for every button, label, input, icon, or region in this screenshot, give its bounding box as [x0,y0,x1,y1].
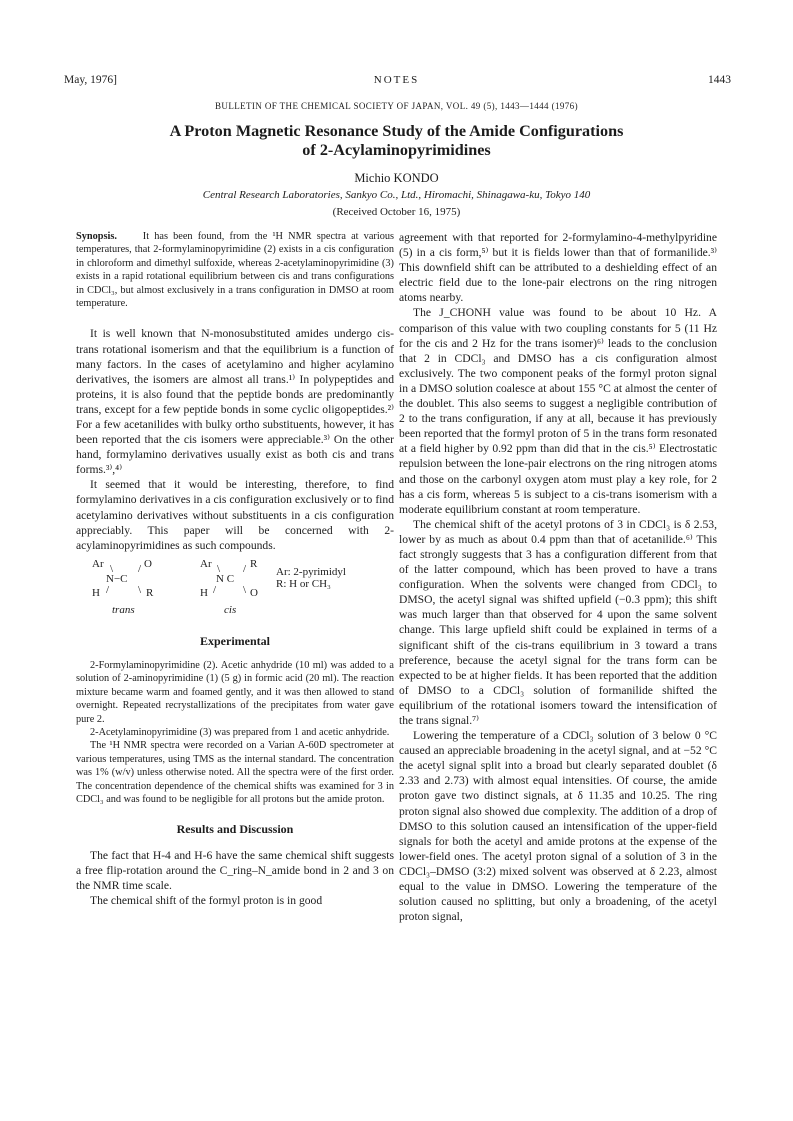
results-paragraph-2-start: The chemical shift of the formyl proton is in good [90,893,323,907]
results-heading: Results and Discussion [176,822,294,837]
trans-o: O [144,557,152,570]
synopsis-text: It has been found, from the ¹H NMR spectra at various temperatures, that 2-formylaminopyrimidine (2) exists in a cis configuration in chloroform and dimethyl sulfoxide, whereas 2-acetylaminopyrimidine (3) exists in a rapid rotational equilibrium between cis and trans configurations in CDCl₃, but almost exclusively in a trans configuration in DMSO at room temperature. [76,231,394,310]
trans-h: H [92,586,100,599]
right-paragraph-acetyl-shift: The chemical shift of the acetyl protons of 3 in CDCl₃ is δ 2.53, lower by as much as about 0.4 ppm than that of acetanilide.⁶⁾ This fact strongly suggests that 3 has a configuration different from that of the latter compound, which has been proved to have a trans configuration. When the solvents were changed from CDCl₃ to DMSO, the acetyl signal was shifted upfield (−0.3 ppm); this shift was much larger than that observed for 4 upon the same solvent change. This large upfield shift could be explained in terms of a significant shift of the cis-trans equilibrium in 3 toward a trans preference, because the acetyl signal for the trans form can be expected to be at higher fields. It has been reported that the addition of DMSO to a CDCl₃ solution of formanilide shifted the equilibrium of the rotational isomers toward the intensification of the trans signal.⁷⁾ [399,517,717,727]
experimental-paragraph-2: 2-Acetylaminopyrimidine (3) was prepared from 1 and acetic anhydride. [90,726,390,738]
experimental-paragraph-3: The ¹H NMR spectra were recorded on a Varian A-60D spectrometer at various temperatures, using TMS as the internal standard. The concentration was 1% (w/v) unless otherwise noted. All the spectra were of the first order. The concentration dependence of the chemical shifts was examined for 3 in CDCl₃ and was found to be negligible for all protons but the amide proton. [76,740,394,805]
article-title [0,122,793,160]
author-affiliation: Central Research Laboratories, Sankyo Co., Ltd., Hiromachi, Shinagawa-ku, Tokyo 140 [202,189,591,201]
synopsis-label: Synopsis. [76,231,117,242]
right-column [399,230,717,924]
right-paragraph-continued: agreement with that reported for 2-formylamino-4-methylpyridine (5) in a cis form,⁵⁾ but it is fields lower than that of formanilide.³⁾ This downfield shift can be attributed to a deshielding effect of an electric field due to the lone-pair electrons on the ring nitrogen atoms nearby. [399,231,717,305]
cis-ar: Ar [200,557,212,570]
cis-h: H [200,586,208,599]
trans-nc: N−C [106,572,128,585]
structure-legend-ar: Ar: 2-pyrimidyl [276,565,346,578]
experimental-paragraph-1: 2-Formylaminopyrimidine (2). Acetic anhydride (10 ml) was added to a solution of 2-aminopyrimidine (1) (5 g) in formic acid (20 ml). The reaction mixture became warm and foamed gently, and it was then allowed to stand overnight. Repeated recrystallizations of the precipitates from water gave pure 2. [76,659,394,725]
trans-ar: Ar [92,557,104,570]
right-paragraph-low-temperature: Lowering the temperature of a CDCl₃ solution of 3 below 0 °C caused an appreciable broadening in the acetyl signal, and at −52 °C the acetyl signal split into a broad but clearly separated doublet (δ 2.33 and 2.73) with almost equal intensities. Of course, the amide proton gave two distinct signals, at δ 11.35 and 10.25. The ring proton signal also showed due complexity. The addition of a drop of DMSO to this solution caused an intensification of the upper-field signals for both the acetyl and amide protons at the expense of the lower-field ones. The acetyl proton signal of a solution of 3 in the CDCl₃–DMSO (3:2) mixed solvent was observed at δ 2.23, almost equal to the value in DMSO. Lowering the temperature of the solution caused no splitting, but only a broadening, of the acetyl proton signal, [399,729,717,924]
experimental-heading: Experimental [200,633,270,648]
trans-label: trans [112,603,135,616]
running-header-date: May, 1976] [64,74,117,86]
running-header-page-number: 1443 [708,74,731,86]
trans-r: R [146,586,154,599]
title-line-1: A Proton Magnetic Resonance Study of the Amide Configurations [169,122,624,140]
cis-r: R [250,557,258,570]
results-paragraph-1: The fact that H-4 and H-6 have the same chemical shift suggests a free flip-rotation around the C_ring–N_amide bond in 2 and 3 on the NMR time scale. [76,848,394,892]
right-paragraph-coupling: The J_CHONH value was found to be about 10 Hz. A comparison of this value with two coupling constants for 5 (11 Hz for the cis and 2 Hz for the trans isomer)⁶⁾ leads to the conclusion that 2 in CDCl₃ and DMSO has a cis configuration almost exclusively. The two component peaks of the formyl proton signal in a DMSO solution coalesce at about 155 °C at almost the center of the doublet. This also seems to suggest a negligible contribution of 2 to the trans configuration, if any at all, because it has previously been reported that the formyl proton of 5 in the trans form resonated at a field higher by 0.92 ppm than did that in the cis.⁵⁾ Electrostatic repulsion between the lone-pair electrons on the ring nitrogen atoms and those on the carbonyl oxygen atom must play a key role, for 2 has a cis form, whereas 5 is subject to a cis-trans isomerism with a moderate equilibrium constant at room temperature. [399,306,717,516]
structure-legend-r: R: H or CH₃ [276,577,331,590]
running-header-section: NOTES [373,74,420,86]
intro-paragraph-1: It is well known that N-monosubstituted amides undergo cis-trans rotational isomerism and that the equilibrium is a function of many factors. In the cases of acetylamino and higher acylamino derivatives, the isomers are almost all trans.¹⁾ In polypeptides and proteins, it is also found that the peptide bonds are predominantly trans, except for a few peptide bonds in some cyclic oligopeptides.²⁾ For a few acetanilides with bulky ortho substituents, however, it has been reported that the cis isomers were appreciable.³⁾ On the other hand, formylamino derivatives usually exist as both cis and trans forms.³⁾,⁴⁾ [76,327,394,477]
received-date: (Received October 16, 1975) [332,206,461,218]
left-column [76,230,394,908]
cis-o: O [250,586,258,599]
chemical-structures: Ar \ / O N−C H / \ R trans Ar \ / R N C H / \ O cis Ar: 2-pyrimidyl R: H or CH₃ [92,557,346,616]
title-line-2: of 2-Acylaminopyrimidines [302,141,491,159]
synopsis [76,230,394,310]
author-name: Michio KONDO [354,171,439,185]
intro-paragraph-2: It seemed that it would be interesting, therefore, to find formylamino derivatives in a cis configuration exclusively or to find acetylamino derivatives without substituents in a cis configuration appreciably. This paper will be concerned with 2-acylaminopyrimidines as such compounds. [76,478,394,552]
cis-nc: N C [216,572,235,585]
cis-label: cis [224,603,237,616]
journal-citation-line: BULLETIN OF THE CHEMICAL SOCIETY OF JAPAN, VOL. 49 (5), 1443—1444 (1976) [215,101,578,111]
